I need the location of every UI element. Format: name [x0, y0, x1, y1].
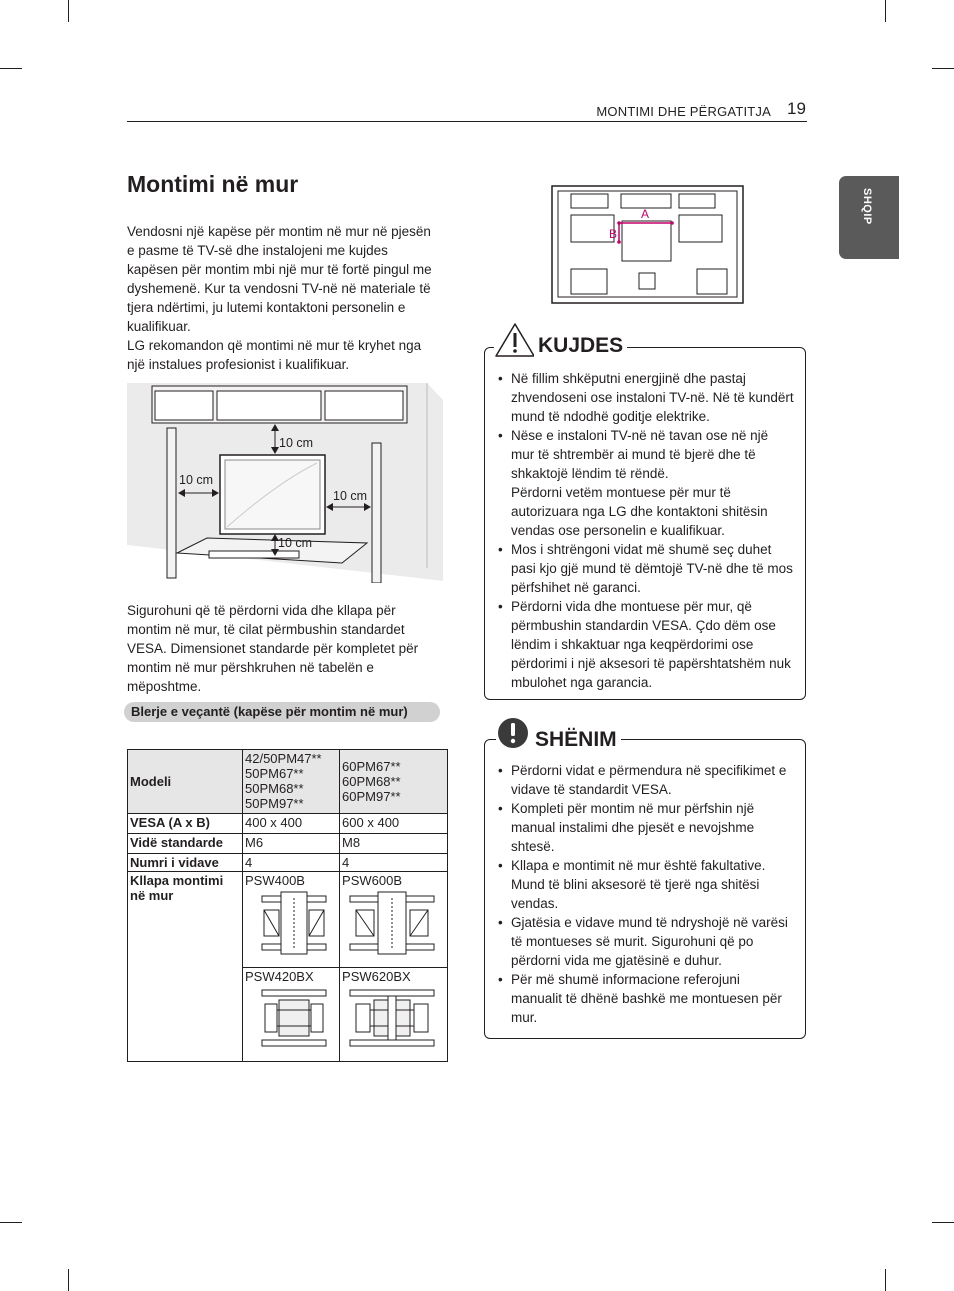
warning-triangle-icon [494, 322, 536, 358]
note-box [484, 739, 806, 1039]
table-row [128, 750, 448, 814]
note-text: Gjatësia e vidave mund të ndryshojë në varësi të montueses së murit. Sigurohuni që po përdorni vida me gjatësinë e duhur. [511, 915, 788, 968]
language-tab-label: SHQIP [861, 188, 873, 225]
screw-count-label: Numri i vidave [128, 854, 243, 872]
bracket-cell [243, 968, 340, 1062]
model-label: Modeli [128, 750, 243, 814]
screw-value-1: M6 [243, 834, 340, 854]
screw-label: Vidë standarde [128, 834, 243, 854]
bracket-cell [243, 872, 340, 968]
bracket-model: PSW600B [342, 873, 403, 888]
bracket-model: PSW420BX [245, 969, 314, 984]
note-item [498, 913, 794, 970]
caution-text: Përdorni vida dhe montuese për mur, që përmbushin standardin VESA. Çdo dëm ose lëndim i shkaktuar nga keqpërdorimi ose përdorimi i një aksesori të papërshtatshëm nuk mbulohet nga garancia. [511, 599, 791, 690]
bracket-cell [340, 872, 448, 968]
wall-bracket-illustration [259, 888, 329, 958]
page-number: 19 [787, 99, 806, 118]
vesa-spec-table [127, 749, 448, 1062]
table-row [128, 872, 448, 968]
intro-paragraph-2: LG rekomandon që montimi në mur të kryhet nga një instalues profesionist i kualifikuar. [127, 338, 422, 372]
crop-mark [932, 68, 954, 69]
bracket-model: PSW620BX [342, 969, 411, 984]
model-name: 50PM67** [245, 766, 304, 781]
table-row [128, 834, 448, 854]
vesa-a-label: A [641, 207, 650, 221]
label-top-clearance: 10 cm [279, 436, 314, 450]
caution-text: Nëse e instaloni TV-në në tavan ose në një mur të shtrembër ai mund të bjerë dhe të shkaktojë lëndim të rëndë. [511, 428, 769, 481]
model-cell-2 [340, 750, 448, 814]
model-name: 60PM68** [342, 774, 401, 789]
crop-mark [0, 1222, 22, 1223]
wall-bracket-illustration [259, 984, 329, 1054]
note-text: Kllapa e montimit në mur është fakultative. Mund të blini aksesorë të tjerë nga shitësi vendas. [511, 858, 766, 911]
caution-heading: KUJDES [534, 334, 627, 358]
label-left-clearance: 10 cm [179, 473, 214, 487]
caution-item [498, 369, 794, 426]
vesa-value-1: 400 x 400 [243, 814, 340, 834]
caution-text: Përdorni vetëm montuese për mur të autorizuara nga LG dhe kontaktoni shitësin vendas ose personelin e kualifikuar. [511, 485, 768, 538]
note-text: Kompleti për montim në mur përfshin një manual instalimi dhe pjesët e nevojshme shtesë. [511, 801, 755, 854]
caution-item [498, 597, 794, 692]
bracket-model: PSW400B [245, 873, 305, 888]
screw-count-2: 4 [340, 854, 448, 872]
label-right-clearance: 10 cm [333, 489, 368, 503]
model-cell-1 [243, 750, 340, 814]
caution-item [498, 426, 794, 540]
model-name: 50PM68** [245, 781, 304, 796]
model-name: 60PM67** [342, 759, 401, 774]
standards-text: Sigurohuni që të përdorni vida dhe kllapa për montim në mur, të cilat përmbushin standardet VESA. Dimensionet standarde për kompletet për montim në mur përshkruhen në tabelën e mëposhtme. [127, 603, 419, 694]
wall-bracket-illustration [348, 984, 436, 1054]
header-rule [127, 121, 807, 122]
tv-back-vesa-diagram [551, 185, 744, 304]
note-text: Përdorni vidat e përmendura në specifikimet e vidave të standardit VESA. [511, 763, 787, 797]
caution-text: Mos i shtrëngoni vidat më shumë seç duhet pasi kjo gjë mund të dëmtojë TV-në dhe të mos përfshihet në garanci. [511, 542, 793, 595]
crop-mark [0, 68, 22, 69]
note-item [498, 761, 794, 799]
crop-mark [885, 0, 886, 22]
note-heading: SHËNIM [531, 728, 621, 752]
language-tab [839, 176, 899, 259]
note-item [498, 799, 794, 856]
bracket-label: Kllapa montimi në mur [128, 872, 243, 1062]
vesa-value-2: 600 x 400 [340, 814, 448, 834]
crop-mark [68, 1269, 69, 1291]
vesa-label: VESA (A x B) [128, 814, 243, 834]
vesa-b-label: B [609, 227, 618, 241]
caution-box [484, 347, 806, 700]
model-name: 42/50PM47** [245, 751, 322, 766]
crop-mark [885, 1269, 886, 1291]
page-title: Montimi në mur [127, 171, 299, 197]
table-row [128, 854, 448, 872]
crop-mark [68, 0, 69, 22]
note-exclamation-icon [496, 716, 532, 750]
crop-mark [932, 1222, 954, 1223]
model-name: 50PM97** [245, 796, 304, 811]
table-row [128, 814, 448, 834]
caution-text: Në fillim shkëputni energjinë dhe pastaj zhvendoseni ose instaloni TV-në. Në të kundërt mund të ndodhë goditje elektrike. [511, 371, 794, 424]
screw-count-1: 4 [243, 854, 340, 872]
wall-bracket-illustration [348, 888, 436, 958]
separate-purchase-label: Blerje e veçantë (kapëse për montim në mur) [124, 702, 440, 722]
running-header: MONTIMI DHE PËRGATITJA [596, 104, 771, 119]
label-bottom-clearance: 10 cm [278, 536, 313, 550]
note-item [498, 856, 794, 913]
intro-paragraph-1: Vendosni një kapëse për montim në mur në pjesën e pasme të TV-së dhe instalojeni me kujdes kapësen për montim mbi një mur të fortë pingul me dyshemenë. Kur ta vendosni TV-në në materiale të tjera ndërtimi, ju lutemi kontaktoni personelin e kualifikuar. [127, 224, 432, 334]
note-text: Për më shumë informacione referojuni manualit të dhënë bashkë me montuesen për mur. [511, 972, 782, 1025]
intro-text [127, 222, 442, 374]
model-name: 60PM97** [342, 789, 401, 804]
note-item [498, 970, 794, 1027]
wall-clearance-diagram [127, 383, 443, 583]
caution-item [498, 540, 794, 597]
bracket-cell [340, 968, 448, 1062]
screw-value-2: M8 [340, 834, 448, 854]
